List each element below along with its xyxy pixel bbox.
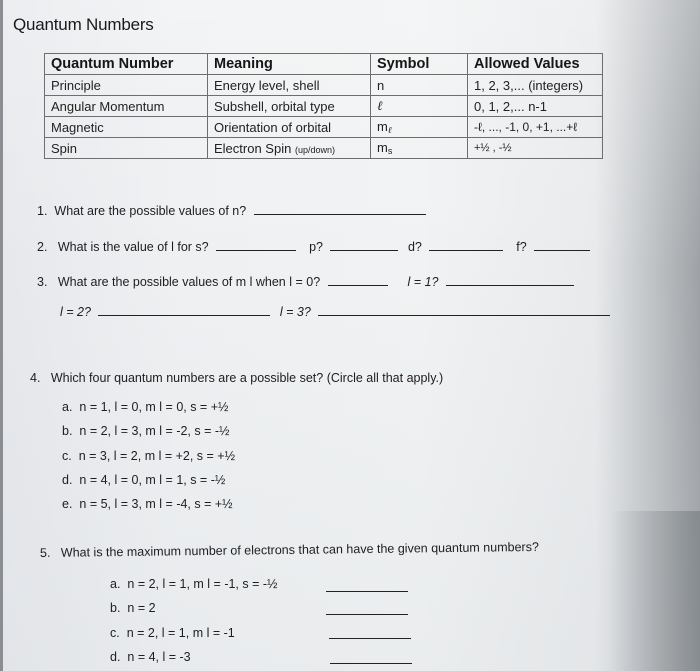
question-3 [37,273,580,289]
question-number: 3. [37,275,48,289]
quantum-numbers-table [44,53,603,159]
cell-allowed: 0, 1, 2,... n-1 [468,96,603,117]
option-4c[interactable] [62,449,235,463]
question-text: What is the maximum number of electrons that can have the given quantum numbers? [60,539,539,560]
option-text: n = 4, l = 0, m l = 1, s = -½ [79,473,226,487]
option-letter: a. [110,577,121,591]
page-title: Quantum Numbers [13,15,154,34]
option-letter: c. [62,449,72,463]
cell-meaning [208,138,371,159]
cell-name: Spin [45,138,208,159]
label-d: d? [407,240,422,254]
option-letter: d. [62,473,73,487]
label-l2: l = 2? [60,305,91,319]
option-5b [110,601,156,615]
cell-meaning: Orientation of orbital [208,117,371,138]
label-p: p? [309,240,323,254]
cell-symbol: ℓ [371,96,468,117]
question-2 [37,238,596,254]
answer-blank-p[interactable] [330,238,398,251]
symbol-base: m [377,118,388,134]
question-text: What are the possible values of n? [54,204,247,218]
option-text: n = 1, l = 0, m l = 0, s = +½ [79,400,229,414]
cell-meaning: Energy level, shell [208,75,371,96]
label-f: f? [516,240,527,254]
option-letter: c. [110,626,120,640]
option-5d [110,650,191,664]
question-4 [30,371,443,385]
option-letter: a. [62,400,73,414]
option-text: n = 2, l = 1, m l = -1, s = -½ [127,577,278,591]
option-5c [110,626,235,640]
question-text: What is the value of l for s? [57,240,209,254]
table-row [45,138,603,159]
option-5a [110,577,277,591]
symbol-subscript: s [387,146,393,156]
answer-blank-f[interactable] [534,238,590,251]
header-allowed-values: Allowed Values [468,54,603,75]
option-text: n = 2, l = 3, m l = -2, s = -½ [79,424,230,438]
option-text: n = 5, l = 3, m l = -4, s = +½ [79,497,233,511]
answer-blank-5d[interactable] [330,651,412,664]
cell-meaning: Subshell, orbital type [208,96,371,117]
header-quantum-number: Quantum Number [45,54,208,75]
answer-blank[interactable] [254,202,426,215]
cell-name: Magnetic [45,117,208,138]
cell-allowed: 1, 2, 3,... (integers) [468,75,603,96]
header-meaning: Meaning [208,54,371,75]
table-row [45,96,603,117]
answer-blank-5a[interactable] [326,579,408,592]
option-letter: d. [110,650,121,664]
label-l3: l = 3? [279,305,311,319]
answer-blank-s[interactable] [216,238,296,251]
option-text: n = 2, l = 1, m l = -1 [126,626,235,640]
option-4e[interactable] [62,497,233,511]
answer-blank-l1[interactable] [446,273,574,286]
symbol-base: m [377,140,388,155]
shadow [610,511,700,671]
option-letter: b. [62,424,73,438]
question-5 [40,540,539,560]
option-4a[interactable] [62,400,228,414]
answer-blank-5b[interactable] [326,602,408,615]
answer-blank-l2[interactable] [98,303,270,316]
answer-blank-l0[interactable] [328,273,388,286]
meaning-note: (up/down) [294,144,335,155]
question-text: Which four quantum numbers are a possible set? (Circle all that apply.) [50,371,444,385]
answer-blank-5c[interactable] [329,626,411,639]
question-3-continued [60,303,616,319]
cell-allowed: +½ , -½ [468,138,603,159]
question-1 [37,202,432,218]
table-row [45,117,603,138]
cell-name: Principle [45,75,208,96]
option-letter: e. [62,497,73,511]
page-edge [0,0,3,671]
option-letter: b. [110,601,121,615]
question-number: 4. [30,371,41,385]
option-4d[interactable] [62,473,225,487]
cell-symbol: n [371,75,468,96]
cell-symbol [371,117,468,138]
cell-allowed: -ℓ, ..., -1, 0, +1, ...+ℓ [468,117,603,138]
symbol-subscript: ℓ [387,125,392,136]
option-text: n = 2 [127,601,156,615]
answer-blank-l3[interactable] [318,303,610,316]
option-text: n = 3, l = 2, m l = +2, s = +½ [78,449,236,463]
question-text: What are the possible values of m l when l = 0? [57,275,321,289]
answer-blank-d[interactable] [429,238,503,251]
meaning-text: Electron Spin [214,140,292,156]
question-number: 5. [39,545,51,560]
cell-symbol [371,138,468,159]
question-number: 1. [37,204,48,218]
label-l1: l = 1? [407,275,439,289]
cell-name: Angular Momentum [45,96,208,117]
table-row [45,75,603,96]
table-header-row [45,54,603,75]
option-text: n = 4, l = -3 [127,650,191,664]
header-symbol: Symbol [371,54,468,75]
question-number: 2. [37,240,48,254]
option-4b[interactable] [62,424,229,438]
